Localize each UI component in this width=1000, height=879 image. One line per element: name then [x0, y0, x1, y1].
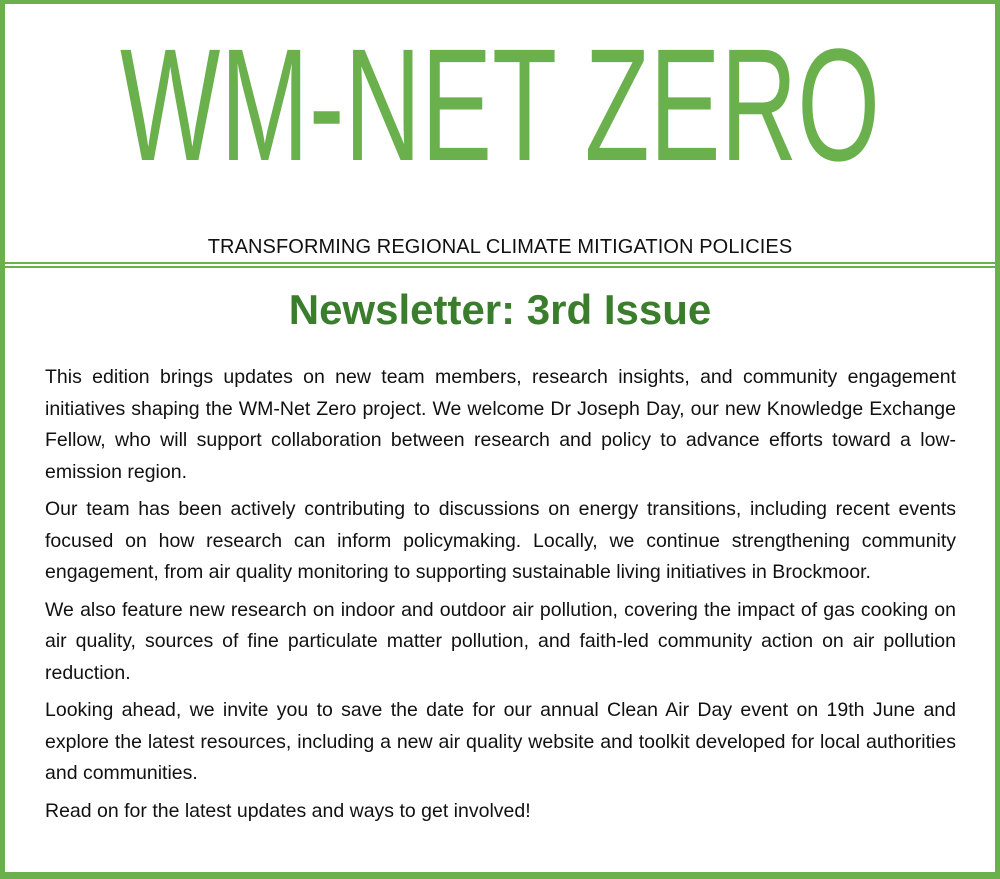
masthead [5, 4, 995, 262]
research-paragraph: We also feature new research on indoor and outdoor air pollution, covering the impact of gas cooking on air quality, sources of fine particulate matter pollution, and faith-led community action on air pollution reduction. [45, 598, 956, 684]
footer-divider [0, 872, 1000, 879]
team-activities-paragraph: Our team has been actively contributing to discussions on energy transitions, including recent events focused on how research can inform policymaking. Locally, we continue strengthening community engagement, from air quality monitoring to supporting sustainable living initiatives in Brockmoor. [45, 498, 956, 583]
header-divider-lower [5, 266, 995, 268]
newsletter-title: Newsletter: 3rd Issue [288, 286, 712, 333]
wm-net-zero-logo [5, 4, 995, 224]
events-paragraph: Looking ahead, we invite you to save the date for our annual Clean Air Day event on 19th June and explore the latest resources, including a new air quality website and toolkit developed for local authorities and communities. [45, 699, 956, 784]
call-to-action-paragraph: Read on for the latest updates and ways to get involved! [45, 799, 531, 822]
header-divider-upper [5, 262, 995, 264]
logo-wordmark: WM-NET ZERO [120, 15, 880, 194]
intro-paragraph: This edition brings updates on new team members, research insights, and community engagement initiatives shaping the WM-Net Zero project. We welcome Dr Joseph Day, our new Knowledge Exchange Fellow, who will support collaboration between research and policy to advance efforts toward a low-emission region. [45, 366, 956, 483]
tagline: TRANSFORMING REGIONAL CLIMATE MITIGATION POLICIES [207, 236, 793, 258]
newsletter-body [45, 362, 956, 833]
